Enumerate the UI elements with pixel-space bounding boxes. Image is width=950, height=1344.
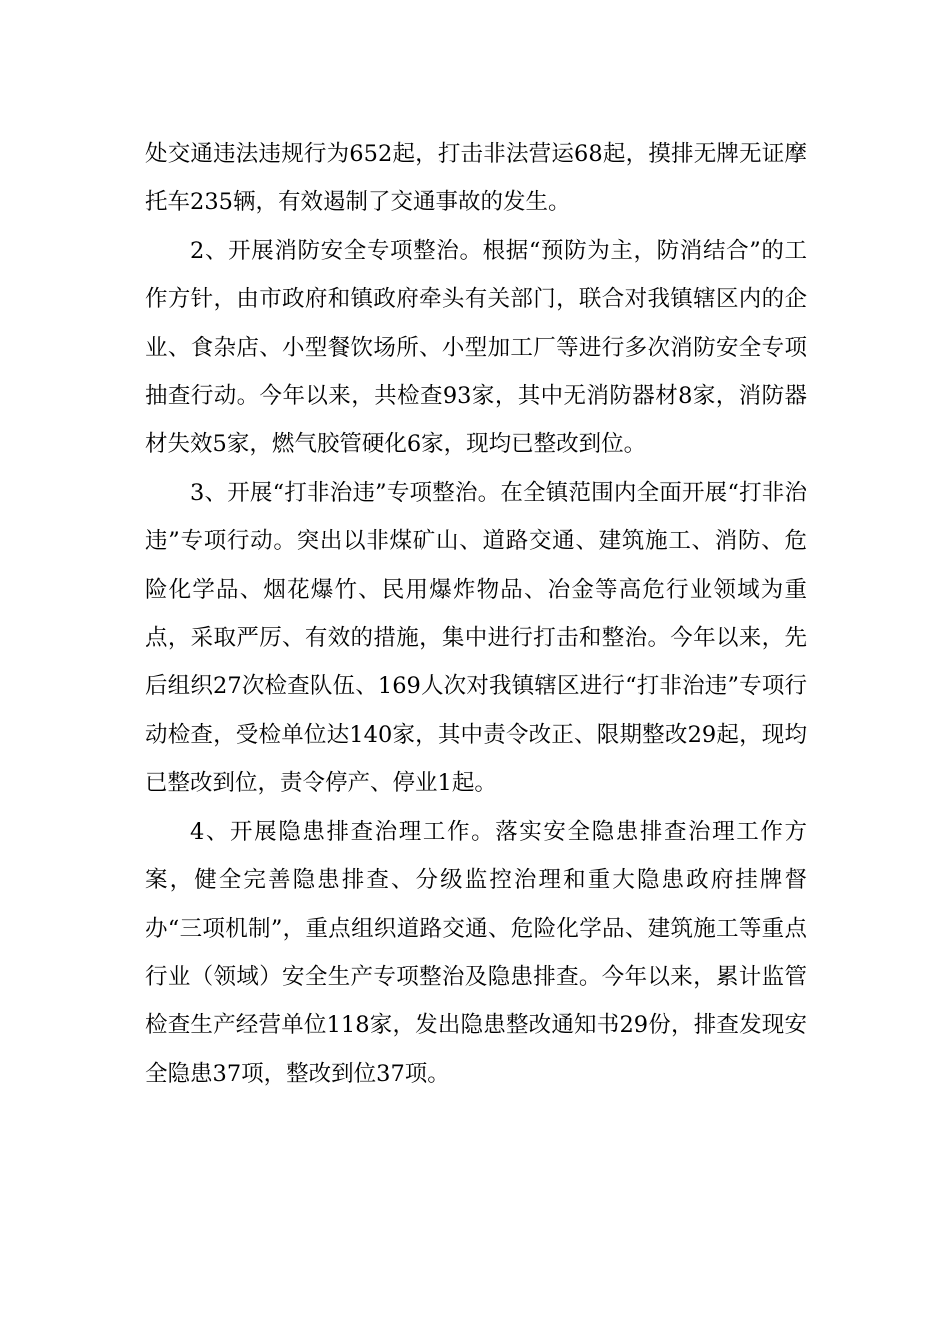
document-body bbox=[145, 130, 807, 1098]
paragraph-traffic-continuation: 处交通违法违规行为652起，打击非法营运68起，摸排无牌无证摩托车235辆，有效遏制了交通事故的发生。 bbox=[145, 141, 807, 216]
paragraph-illegal-operations: 3、开展“打非治违”专项整治。在全镇范围内全面开展“打非治违”专项行动。突出以非煤矿山、道路交通、建筑施工、消防、危险化学品、烟花爆竹、民用爆炸物品、冶金等高危行业领域为重点，采取严厉、有效的措施，集中进行打击和整治。今年以来，先后组织27次检查队伍、169人次对我镇辖区进行“打非治违”专项行动检查，受检单位达140家，其中责令改正、限期整改29起，现均已整改到位，责令停产、停业1起。 bbox=[145, 479, 807, 797]
paragraph-fire-safety: 2、开展消防安全专项整治。根据“预防为主，防消结合”的工作方针，由市政府和镇政府牵头有关部门，联合对我镇辖区内的企业、食杂店、小型餐饮场所、小型加工厂等进行多次消防安全专项抽查行动。今年以来，共检查93家，其中无消防器材8家，消防器材失效5家，燃气胶管硬化6家，现均已整改到位。 bbox=[145, 237, 807, 458]
paragraph-hazard-inspection: 4、开展隐患排查治理工作。落实安全隐患排查治理工作方案，健全完善隐患排查、分级监控治理和重大隐患政府挂牌督办“三项机制”，重点组织道路交通、危险化学品、建筑施工等重点行业（领域）安全生产专项整治及隐患排查。今年以来，累计监管检查生产经营单位118家，发出隐患整改通知书29份，排查发现安全隐患37项，整改到位37项。 bbox=[145, 818, 807, 1087]
